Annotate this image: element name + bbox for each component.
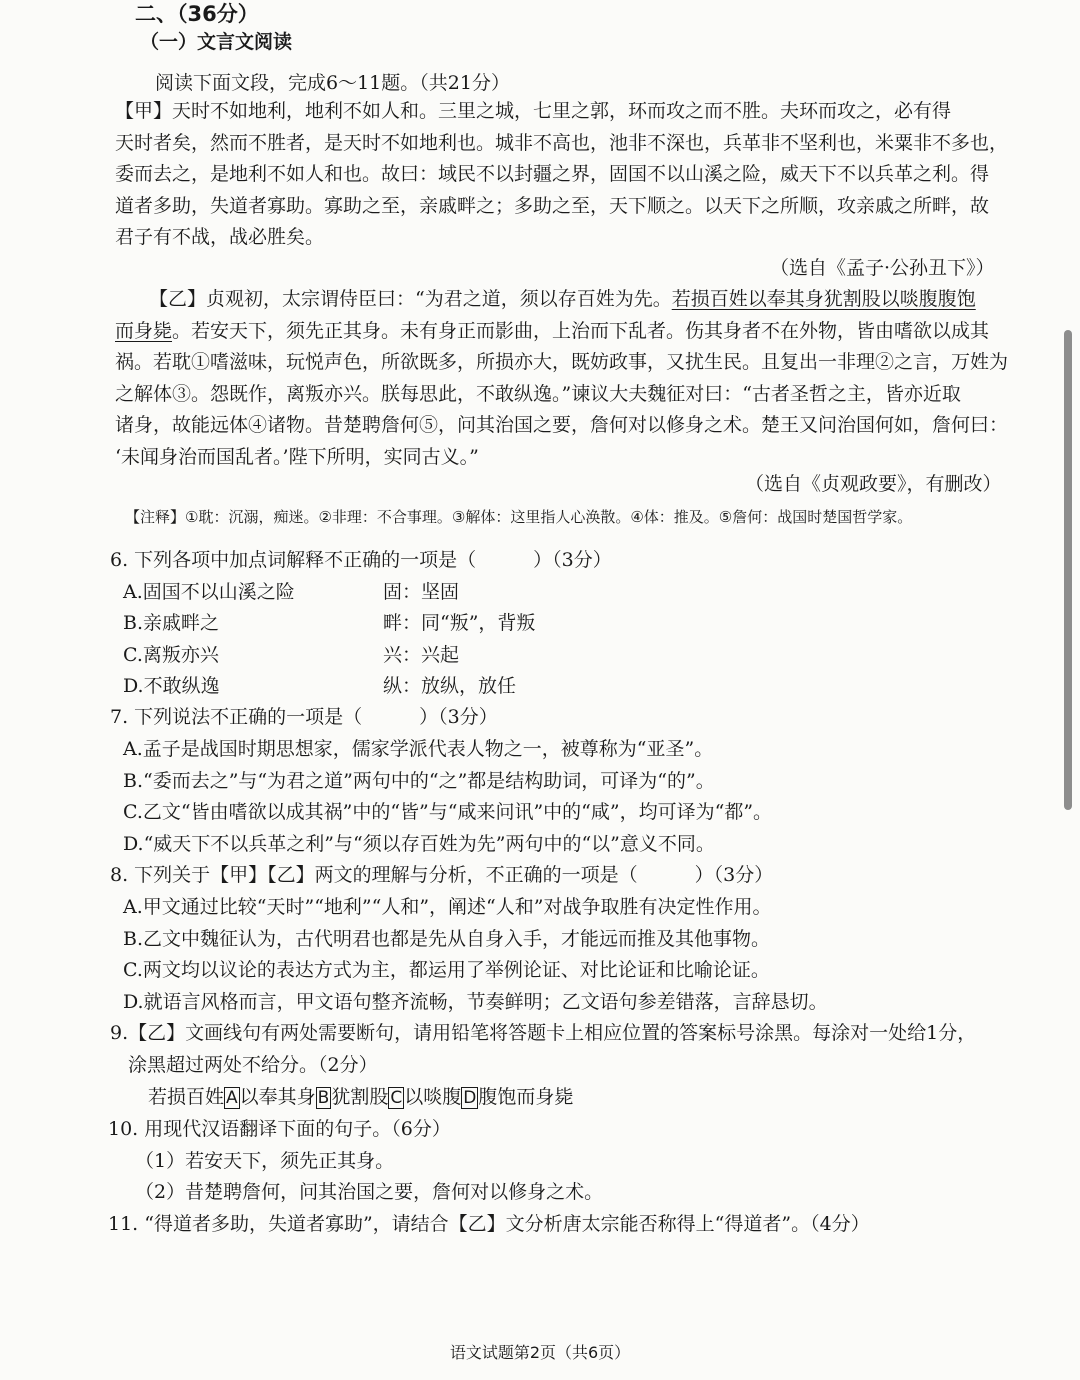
q6-gloss-b: 畔：同“叛”，背叛 (383, 612, 536, 634)
passage-jia-source: （选自《孟子·公孙丑下》） (770, 257, 995, 279)
q8-option-d: D.就语言风格而言，甲文语句整齐流畅，节奏鲜明；乙文语句参差错落，言辞恳切。 (123, 991, 828, 1013)
passage-yi-line: 诸身，故能远体④诸物。昔楚聘詹何⑤，问其治国之要，詹何对以修身之术。楚王又问治国何如，詹何曰： (115, 414, 1009, 436)
q7-option-a: A.孟子是战国时期思想家，儒家学派代表人物之一，被尊称为“亚圣”。 (123, 738, 714, 760)
q10-item-1: （1）若安天下，须先正其身。 (135, 1150, 395, 1172)
passage-yi-line: 之解体③。怨既作，离叛亦兴。朕每思此，不敢纵逸。”谏议大夫魏征对曰：“古者圣哲之主，皆亦近取 (115, 382, 961, 405)
underlined-sentence-end: 而身毙 (115, 319, 173, 342)
q9-sentence (148, 1085, 573, 1109)
q9-part: 若损百姓 (148, 1086, 225, 1108)
q7-option-d: D.“威天下不以兵革之利”与“须以存百姓为先”两句中的“以”意义不同。 (123, 833, 715, 855)
reading-intro: 阅读下面文段，完成6～11题。（共21分） (155, 72, 510, 94)
q9-mark-d[interactable]: D (463, 1088, 477, 1108)
question-6-stem: 6. 下列各项中加点词解释不正确的一项是（ ）（3分） (110, 549, 612, 571)
q6-gloss-a: 固：坚固 (383, 581, 460, 603)
q10-item-2: （2）昔楚聘詹何，问其治国之要，詹何对以修身之术。 (135, 1181, 604, 1203)
q9-mark-b[interactable]: B (317, 1088, 330, 1108)
question-8-stem: 8. 下列关于【甲】【乙】两文的理解与分析，不正确的一项是（ ）（3分） (110, 864, 774, 886)
q9-part: 腹饱而身毙 (478, 1086, 574, 1108)
question-7-stem: 7. 下列说法不正确的一项是（ ）（3分） (110, 706, 498, 728)
notes: 【注释】①耽：沉溺，痴迷。②非理：不合事理。③解体：这里指人心涣散。④体：推及。⑤詹何：战国时楚国哲学家。 (125, 508, 913, 526)
q6-gloss-c: 兴：兴起 (383, 644, 460, 666)
section-title: 二、（36分） (135, 2, 259, 26)
q9-mark-a[interactable]: A (226, 1088, 238, 1108)
q9-part: 以啖腹 (404, 1086, 462, 1108)
q8-option-c: C.两文均以议论的表达方式为主，都运用了举例论证、对比论证和比喻论证。 (123, 959, 770, 981)
passage-yi-prefix: 【乙】贞观初，太宗谓侍臣曰：“为君之道，须以存百姓为先。 (149, 288, 672, 310)
passage-yi-text: 。若安天下，须先正其身。未有身正而影曲，上治而下乱者。伤其身者不在外物，皆由嗜欲以成其 (172, 319, 990, 342)
q6-gloss-d: 纵：放纵，放任 (383, 675, 517, 697)
q9-part: 以奉其身 (239, 1086, 316, 1108)
q6-option-c: C.离叛亦兴 (123, 644, 219, 666)
q6-option-d: D.不敢纵逸 (123, 675, 220, 697)
q9-part: 犹割股 (331, 1086, 389, 1108)
passage-yi-line (115, 316, 1015, 348)
q7-option-c: C.乙文“皆由嗜欲以成其祸”中的“皆”与“咸来问讯”中的“咸”，均可译为“都”。 (123, 801, 773, 823)
question-9-stem: 9.【乙】文画线句有两处需要断句，请用铅笔将答题卡上相应位置的答案标号涂黑。每涂对一处给1分， (110, 1022, 977, 1044)
q8-option-a: A.甲文通过比较“天时”“地利”“人和”，阐述“人和”对战争取胜有决定性作用。 (123, 896, 772, 918)
question-11-stem: 11. “得道者多助，失道者寡助”，请结合【乙】文分析唐太宗能否称得上“得道者”。（4分） (108, 1213, 870, 1235)
q6-option-a: A.固国不以山溪之险 (123, 581, 295, 603)
passage-jia (115, 96, 1015, 254)
passage-yi (115, 284, 1015, 473)
section-subtitle: （一）文言文阅读 (140, 31, 293, 53)
passage-yi-line: ‘未闻身治而国乱者。’陛下所明，实同古义。” (115, 445, 479, 468)
question-9-stem-cont: 涂黑超过两处不给分。（2分） (128, 1054, 378, 1076)
scrollbar[interactable] (1064, 330, 1072, 810)
underlined-sentence: 若损百姓以奉其身犹割股以啖腹腹饱 (671, 288, 976, 310)
passage-jia-line: 天时者矣，然而不胜者，是天时不如地利也。城非不高也，池非不深也，兵革非不坚利也，米粟非不多也， (115, 131, 1009, 154)
passage-jia-line: 君子有不战，战必胜矣。 (115, 226, 325, 248)
passage-jia-line: 【甲】天时不如地利，地利不如人和。三里之城，七里之郭，环而攻之而不胜。夫环而攻之，必有得 (115, 100, 952, 122)
q6-option-b: B.亲戚畔之 (123, 612, 220, 634)
page-footer: 语文试题第2页（共6页） (449, 1343, 631, 1362)
passage-jia-line: 委而去之，是地利不如人和也。故曰：域民不以封疆之界，固国不以山溪之险，威天下不以兵革之利。得 (115, 163, 990, 185)
passage-jia-line: 道者多助，失道者寡助。寡助之至，亲戚畔之；多助之至，天下顺之。以天下之所顺，攻亲戚之所畔，故 (115, 194, 990, 217)
passage-yi-line: 祸。若耽①嗜滋味，玩悦声色，所欲既多，所损亦大，既妨政事，又扰生民。且复出一非理②之言，万姓为 (115, 351, 1009, 373)
passage-yi-line (115, 284, 1015, 316)
passage-yi-source: （选自《贞观政要》，有删改） (745, 473, 1002, 495)
q7-option-b: B.“委而去之”与“为君之道”两句中的“之”都是结构助词，可译为“的”。 (123, 770, 715, 792)
question-10-stem: 10. 用现代汉语翻译下面的句子。（6分） (108, 1118, 451, 1140)
q8-option-b: B.乙文中魏征认为，古代明君也都是先从自身入手，才能远而推及其他事物。 (123, 928, 771, 950)
q9-mark-c[interactable]: C (390, 1088, 403, 1108)
